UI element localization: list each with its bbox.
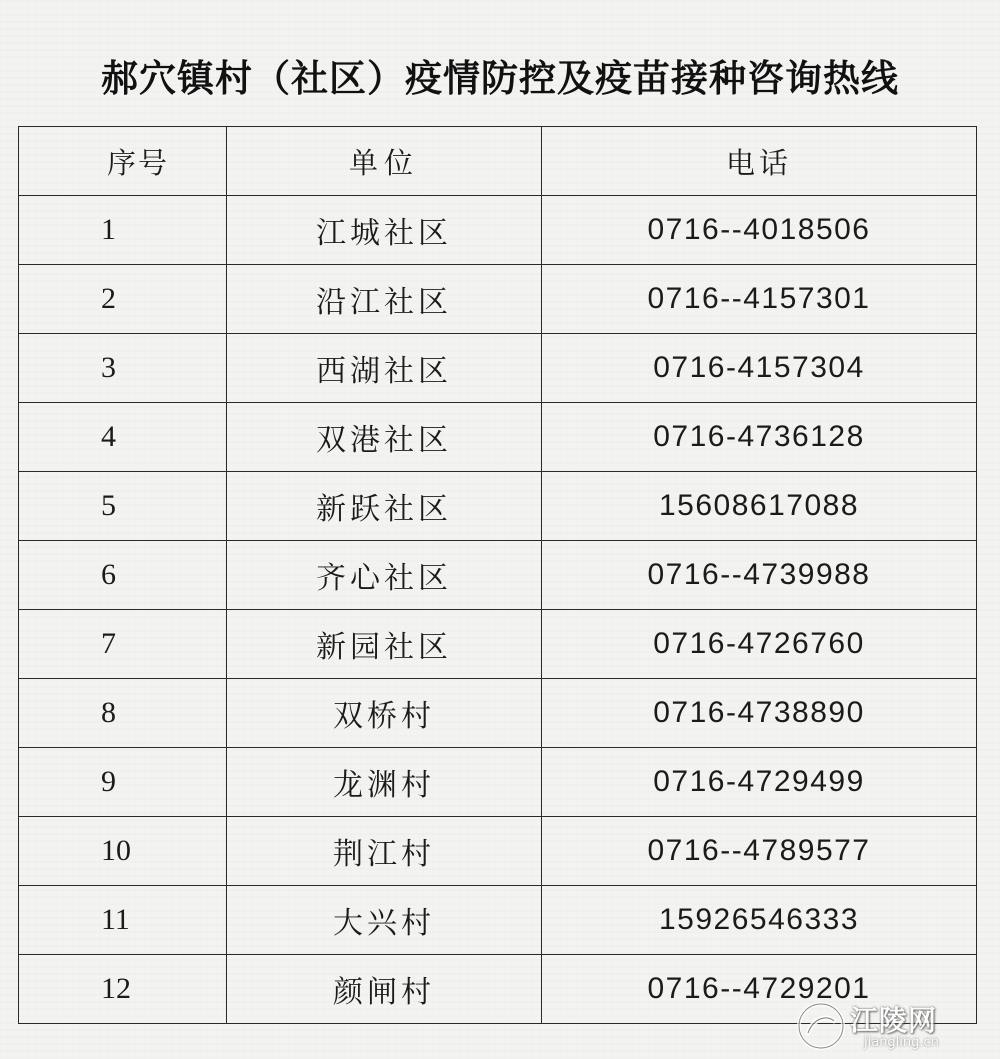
unit-cell: 双桥村 <box>227 679 542 748</box>
seq-cell: 6 <box>19 541 227 610</box>
seq-cell: 5 <box>19 472 227 541</box>
unit-cell: 沿江社区 <box>227 265 542 334</box>
unit-cell: 荆江村 <box>227 817 542 886</box>
phone-cell: 0716--4018506 <box>542 196 977 265</box>
table-row <box>19 886 977 955</box>
phone-cell: 15608617088 <box>542 472 977 541</box>
column-header-phone: 电话 <box>542 127 977 196</box>
phone-cell: 15926546333 <box>542 886 977 955</box>
phone-cell: 0716-4736128 <box>542 403 977 472</box>
page-title: 郝穴镇村（社区）疫情防控及疫苗接种咨询热线 <box>101 57 899 100</box>
watermark-url: jiangling.cn <box>864 1035 939 1050</box>
seq-cell: 8 <box>19 679 227 748</box>
phone-cell: 0716-4729499 <box>542 748 977 817</box>
phone-cell: 0716--4739988 <box>542 541 977 610</box>
watermark-site-name: 江陵网 <box>850 1004 938 1037</box>
phone-cell: 0716-4157304 <box>542 334 977 403</box>
table-row <box>19 817 977 886</box>
seq-cell: 1 <box>19 196 227 265</box>
table-row <box>19 679 977 748</box>
column-header-seq: 序号 <box>19 127 227 196</box>
phone-cell: 0716--4789577 <box>542 817 977 886</box>
hotline-table <box>18 126 977 1024</box>
seq-cell: 7 <box>19 610 227 679</box>
unit-cell: 西湖社区 <box>227 334 542 403</box>
watermark-logo-icon <box>794 999 848 1053</box>
phone-cell: 0716--4157301 <box>542 265 977 334</box>
unit-cell: 新园社区 <box>227 610 542 679</box>
unit-cell: 江城社区 <box>227 196 542 265</box>
table-row <box>19 472 977 541</box>
phone-cell: 0716--4729201 <box>542 955 977 1024</box>
phone-cell: 0716-4738890 <box>542 679 977 748</box>
seq-cell: 11 <box>19 886 227 955</box>
seq-cell: 10 <box>19 817 227 886</box>
table-row <box>19 334 977 403</box>
table-row <box>19 610 977 679</box>
table-row <box>19 265 977 334</box>
table-row <box>19 748 977 817</box>
seq-cell: 3 <box>19 334 227 403</box>
unit-cell: 新跃社区 <box>227 472 542 541</box>
unit-cell: 龙渊村 <box>227 748 542 817</box>
table-header-row <box>19 127 977 196</box>
column-header-unit: 单位 <box>227 127 542 196</box>
unit-cell: 双港社区 <box>227 403 542 472</box>
seq-cell: 2 <box>19 265 227 334</box>
seq-cell: 12 <box>19 955 227 1024</box>
unit-cell: 大兴村 <box>227 886 542 955</box>
seq-cell: 4 <box>19 403 227 472</box>
table-row <box>19 403 977 472</box>
table-row <box>19 196 977 265</box>
phone-cell: 0716-4726760 <box>542 610 977 679</box>
watermark <box>794 997 994 1055</box>
unit-cell: 颜闸村 <box>227 955 542 1024</box>
seq-cell: 9 <box>19 748 227 817</box>
unit-cell: 齐心社区 <box>227 541 542 610</box>
table-row <box>19 541 977 610</box>
